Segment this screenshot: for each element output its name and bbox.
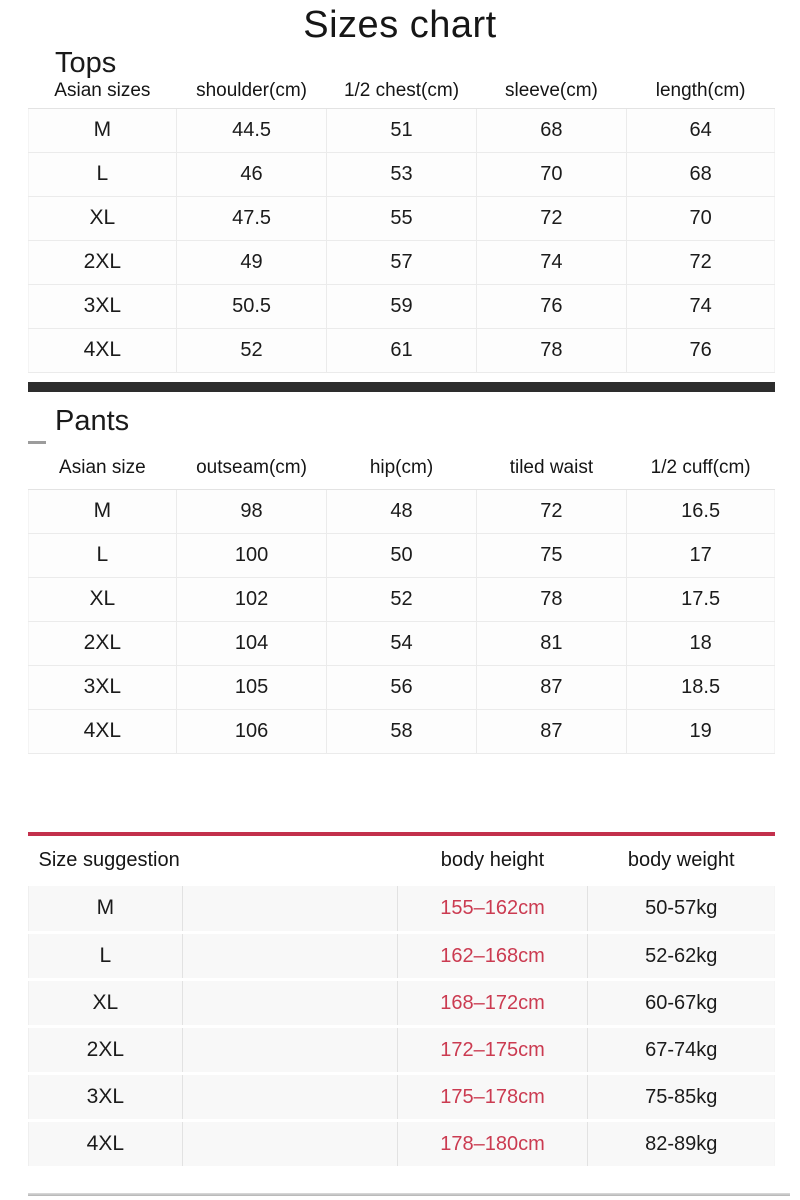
- value-cell: 54: [327, 621, 476, 665]
- value-cell: [182, 886, 397, 933]
- column-header: outseam(cm): [176, 447, 327, 489]
- value-cell: [182, 1074, 397, 1121]
- value-cell: 61: [327, 328, 476, 372]
- size-cell: XL: [29, 196, 177, 240]
- value-cell: 17: [627, 533, 775, 577]
- value-cell: 55: [327, 196, 476, 240]
- table-row: [29, 933, 775, 980]
- size-cell: M: [29, 886, 183, 933]
- value-cell: 78: [476, 328, 627, 372]
- column-header: 1/2 cuff(cm): [627, 447, 775, 489]
- size-cell: 3XL: [29, 284, 177, 328]
- column-header: length(cm): [627, 80, 775, 108]
- value-cell: 49: [176, 240, 327, 284]
- bottom-line: [28, 1193, 790, 1196]
- value-cell: 18.5: [627, 665, 775, 709]
- size-cell: L: [29, 533, 177, 577]
- value-cell: 68: [476, 108, 627, 152]
- pants-heading: Pants: [55, 404, 130, 437]
- column-header: body height: [397, 836, 588, 886]
- header-row: [29, 80, 775, 108]
- column-header: body weight: [588, 836, 775, 886]
- value-cell: 74: [627, 284, 775, 328]
- table-row: [29, 240, 775, 284]
- value-cell: 18: [627, 621, 775, 665]
- pants-section: [0, 405, 800, 754]
- table-row: [29, 284, 775, 328]
- table-row: [29, 709, 775, 753]
- size-cell: M: [29, 108, 177, 152]
- value-cell: 70: [627, 196, 775, 240]
- table-row: [29, 152, 775, 196]
- value-cell: 75: [476, 533, 627, 577]
- value-cell: 47.5: [176, 196, 327, 240]
- value-cell: 57: [327, 240, 476, 284]
- table-row: [29, 328, 775, 372]
- table-row: [29, 1027, 775, 1074]
- column-header: Asian size: [29, 447, 177, 489]
- size-cell: L: [29, 152, 177, 196]
- value-cell: 67-74kg: [588, 1027, 775, 1074]
- pants-size-table: [28, 447, 775, 754]
- value-cell: 70: [476, 152, 627, 196]
- pants-underline-dash: [28, 441, 46, 444]
- size-cell: 4XL: [29, 328, 177, 372]
- value-cell: 76: [476, 284, 627, 328]
- size-cell: 4XL: [29, 709, 177, 753]
- table-row: [29, 533, 775, 577]
- value-cell: 87: [476, 709, 627, 753]
- header-row: [29, 836, 775, 886]
- size-cell: 3XL: [29, 665, 177, 709]
- value-cell: 48: [327, 489, 476, 533]
- header-row: [29, 447, 775, 489]
- value-cell: 155–162cm: [397, 886, 588, 933]
- value-cell: 44.5: [176, 108, 327, 152]
- value-cell: 58: [327, 709, 476, 753]
- value-cell: 102: [176, 577, 327, 621]
- value-cell: 82-89kg: [588, 1121, 775, 1168]
- value-cell: 76: [627, 328, 775, 372]
- table-row: [29, 665, 775, 709]
- value-cell: 87: [476, 665, 627, 709]
- value-cell: 81: [476, 621, 627, 665]
- size-cell: L: [29, 933, 183, 980]
- value-cell: 100: [176, 533, 327, 577]
- table-row: [29, 196, 775, 240]
- value-cell: 72: [476, 489, 627, 533]
- column-header: tiled waist: [476, 447, 627, 489]
- value-cell: [182, 1121, 397, 1168]
- tops-size-table: [28, 80, 775, 373]
- column-header: hip(cm): [327, 447, 476, 489]
- value-cell: 64: [627, 108, 775, 152]
- size-cell: 2XL: [29, 1027, 183, 1074]
- size-cell: XL: [29, 980, 183, 1027]
- value-cell: 56: [327, 665, 476, 709]
- page-title: Sizes chart: [303, 4, 497, 46]
- value-cell: [182, 933, 397, 980]
- value-cell: 19: [627, 709, 775, 753]
- size-suggestion-section: [0, 832, 800, 1170]
- size-cell: 3XL: [29, 1074, 183, 1121]
- value-cell: 168–172cm: [397, 980, 588, 1027]
- column-header: [182, 836, 397, 886]
- value-cell: 53: [327, 152, 476, 196]
- value-cell: 17.5: [627, 577, 775, 621]
- value-cell: 162–168cm: [397, 933, 588, 980]
- value-cell: 178–180cm: [397, 1121, 588, 1168]
- table-row: [29, 1121, 775, 1168]
- value-cell: 68: [627, 152, 775, 196]
- value-cell: 104: [176, 621, 327, 665]
- column-header: Size suggestion: [29, 836, 183, 886]
- value-cell: 50: [327, 533, 476, 577]
- column-header: Asian sizes: [29, 80, 177, 108]
- column-header: shoulder(cm): [176, 80, 327, 108]
- value-cell: [182, 980, 397, 1027]
- value-cell: 172–175cm: [397, 1027, 588, 1074]
- column-header: sleeve(cm): [476, 80, 627, 108]
- tops-section: [0, 47, 800, 373]
- size-cell: 4XL: [29, 1121, 183, 1168]
- value-cell: 52: [176, 328, 327, 372]
- table-row: [29, 489, 775, 533]
- value-cell: 75-85kg: [588, 1074, 775, 1121]
- value-cell: 72: [476, 196, 627, 240]
- section-divider-bar: [28, 382, 775, 392]
- size-suggestion-table: [28, 836, 775, 1170]
- size-cell: 2XL: [29, 240, 177, 284]
- value-cell: 50-57kg: [588, 886, 775, 933]
- value-cell: 78: [476, 577, 627, 621]
- value-cell: 106: [176, 709, 327, 753]
- value-cell: 72: [627, 240, 775, 284]
- value-cell: 50.5: [176, 284, 327, 328]
- size-cell: XL: [29, 577, 177, 621]
- value-cell: 59: [327, 284, 476, 328]
- value-cell: 16.5: [627, 489, 775, 533]
- table-row: [29, 577, 775, 621]
- value-cell: 60-67kg: [588, 980, 775, 1027]
- size-cell: 2XL: [29, 621, 177, 665]
- value-cell: 175–178cm: [397, 1074, 588, 1121]
- value-cell: 46: [176, 152, 327, 196]
- value-cell: 51: [327, 108, 476, 152]
- value-cell: [182, 1027, 397, 1074]
- tops-heading: Tops: [55, 47, 117, 79]
- value-cell: 52-62kg: [588, 933, 775, 980]
- value-cell: 52: [327, 577, 476, 621]
- table-row: [29, 980, 775, 1027]
- table-row: [29, 886, 775, 933]
- size-cell: M: [29, 489, 177, 533]
- column-header: 1/2 chest(cm): [327, 80, 476, 108]
- table-row: [29, 108, 775, 152]
- value-cell: 74: [476, 240, 627, 284]
- value-cell: 105: [176, 665, 327, 709]
- table-row: [29, 1074, 775, 1121]
- table-row: [29, 621, 775, 665]
- value-cell: 98: [176, 489, 327, 533]
